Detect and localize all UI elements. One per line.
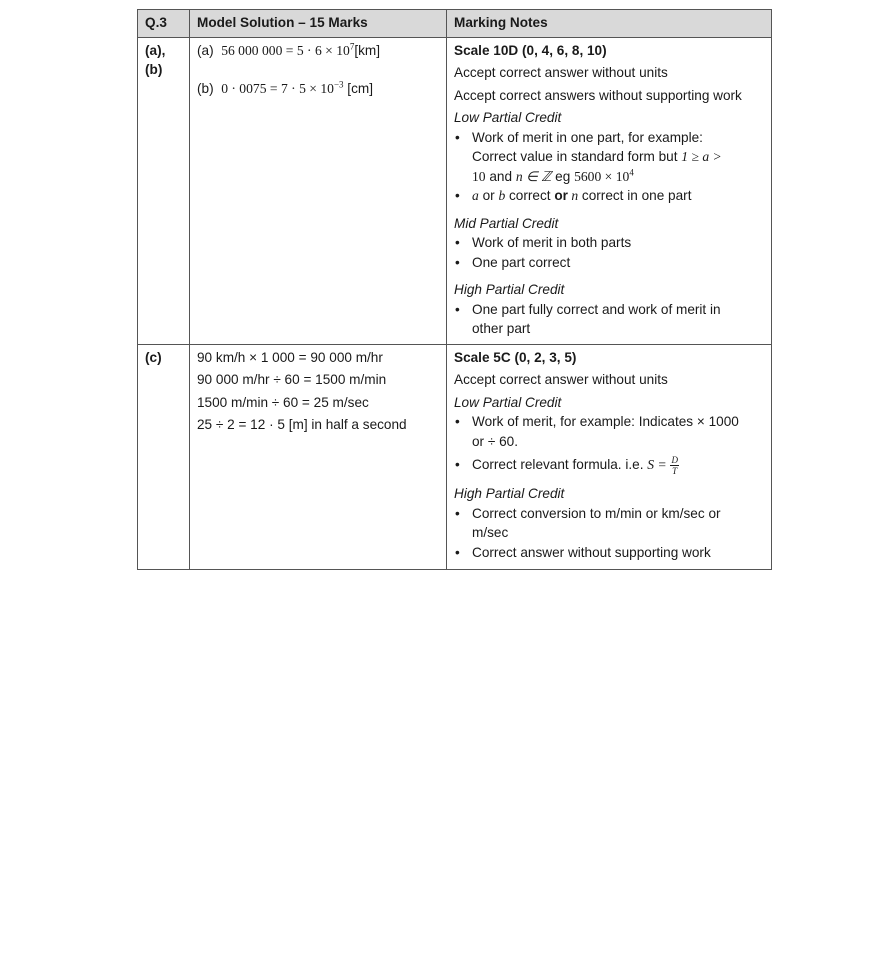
list-item: • Correct conversion to m/min or km/sec or m/sec xyxy=(454,504,765,543)
low-partial-list-c xyxy=(454,412,765,476)
scale-ab: Scale 10D (0, 4, 6, 8, 10) xyxy=(454,42,607,58)
low-partial-list-ab xyxy=(454,128,765,206)
low-partial-title-c: Low Partial Credit xyxy=(454,394,562,410)
list-item: • One part correct xyxy=(454,253,765,273)
row-ab-solution-cell xyxy=(190,37,447,344)
header-model-solution: Model Solution – 15 Marks xyxy=(190,10,447,38)
high-partial-title-ab: High Partial Credit xyxy=(454,282,565,297)
table-row-ab xyxy=(138,37,772,344)
label-b: (b) xyxy=(145,62,163,77)
row-c-notes-cell xyxy=(447,344,772,569)
list-item: • Work of merit, for example: Indicates × 1000 or ÷ 60. xyxy=(454,412,765,451)
solution-c-2: 90 000 m/hr ÷ 60 = 1500 m/min xyxy=(197,372,387,387)
table-row-c xyxy=(138,344,772,569)
list-item: • Work of merit in one part, for example: Correct value in standard form but 1 ≥ a > 10 and n ∈ ℤ eg $5600 \times 10^4$ xyxy=(454,128,765,187)
high-partial-list-c xyxy=(454,504,765,563)
list-item: • Work of merit in both parts xyxy=(454,233,765,253)
high-partial-title-c: High Partial Credit xyxy=(454,486,565,501)
scale-c: Scale 5C (0, 2, 3, 5) xyxy=(454,349,577,365)
mid-partial-list-ab xyxy=(454,233,765,272)
label-a: (a), xyxy=(145,42,166,58)
list-item: • Correct relevant formula. i.e. S = $\frac{D}{T}$ xyxy=(454,455,765,476)
header-marking-notes: Marking Notes xyxy=(447,10,772,38)
note-ab-1: Accept correct answer without units xyxy=(454,65,668,80)
list-item: • Correct answer without supporting work xyxy=(454,543,765,563)
row-c-solution-cell xyxy=(190,344,447,569)
row-c-label-cell xyxy=(138,344,190,569)
list-item: • One part fully correct and work of merit in other part xyxy=(454,300,765,339)
row-ab-notes-cell xyxy=(447,37,772,344)
solution-c-1: 90 km/h × 1 000 = 90 000 m/hr xyxy=(197,349,383,365)
low-partial-title-ab: Low Partial Credit xyxy=(454,110,562,125)
row-ab-label-cell xyxy=(138,37,190,344)
note-ab-2: Accept correct answers without supporting work xyxy=(454,87,742,103)
solution-a: (a) 56 000 $000 = 5 \cdot 6 \times 10^7[km]$ xyxy=(197,40,380,58)
solution-c-3: 1500 m/min ÷ 60 = 25 m/sec xyxy=(197,394,369,410)
fraction-d-over-t: $\frac{D}{T}$ xyxy=(671,455,678,476)
solution-c-4: 25 ÷ 2 = 12 · 5 [m] in half a second xyxy=(197,417,407,432)
table-header-row xyxy=(138,10,772,38)
list-item: • a or b correct or n correct in one part xyxy=(454,186,765,206)
note-c-1: Accept correct answer without units xyxy=(454,372,668,387)
label-c: (c) xyxy=(145,349,162,365)
marking-scheme-table xyxy=(137,9,772,570)
mid-partial-title-ab: Mid Partial Credit xyxy=(454,215,559,231)
solution-b: (b) $0 \cdot 0075 = 7 \cdot 5 \times 10^{-3}$ [cm] xyxy=(197,79,373,96)
header-question: Q.3 xyxy=(138,10,190,38)
high-partial-list-ab xyxy=(454,300,765,339)
